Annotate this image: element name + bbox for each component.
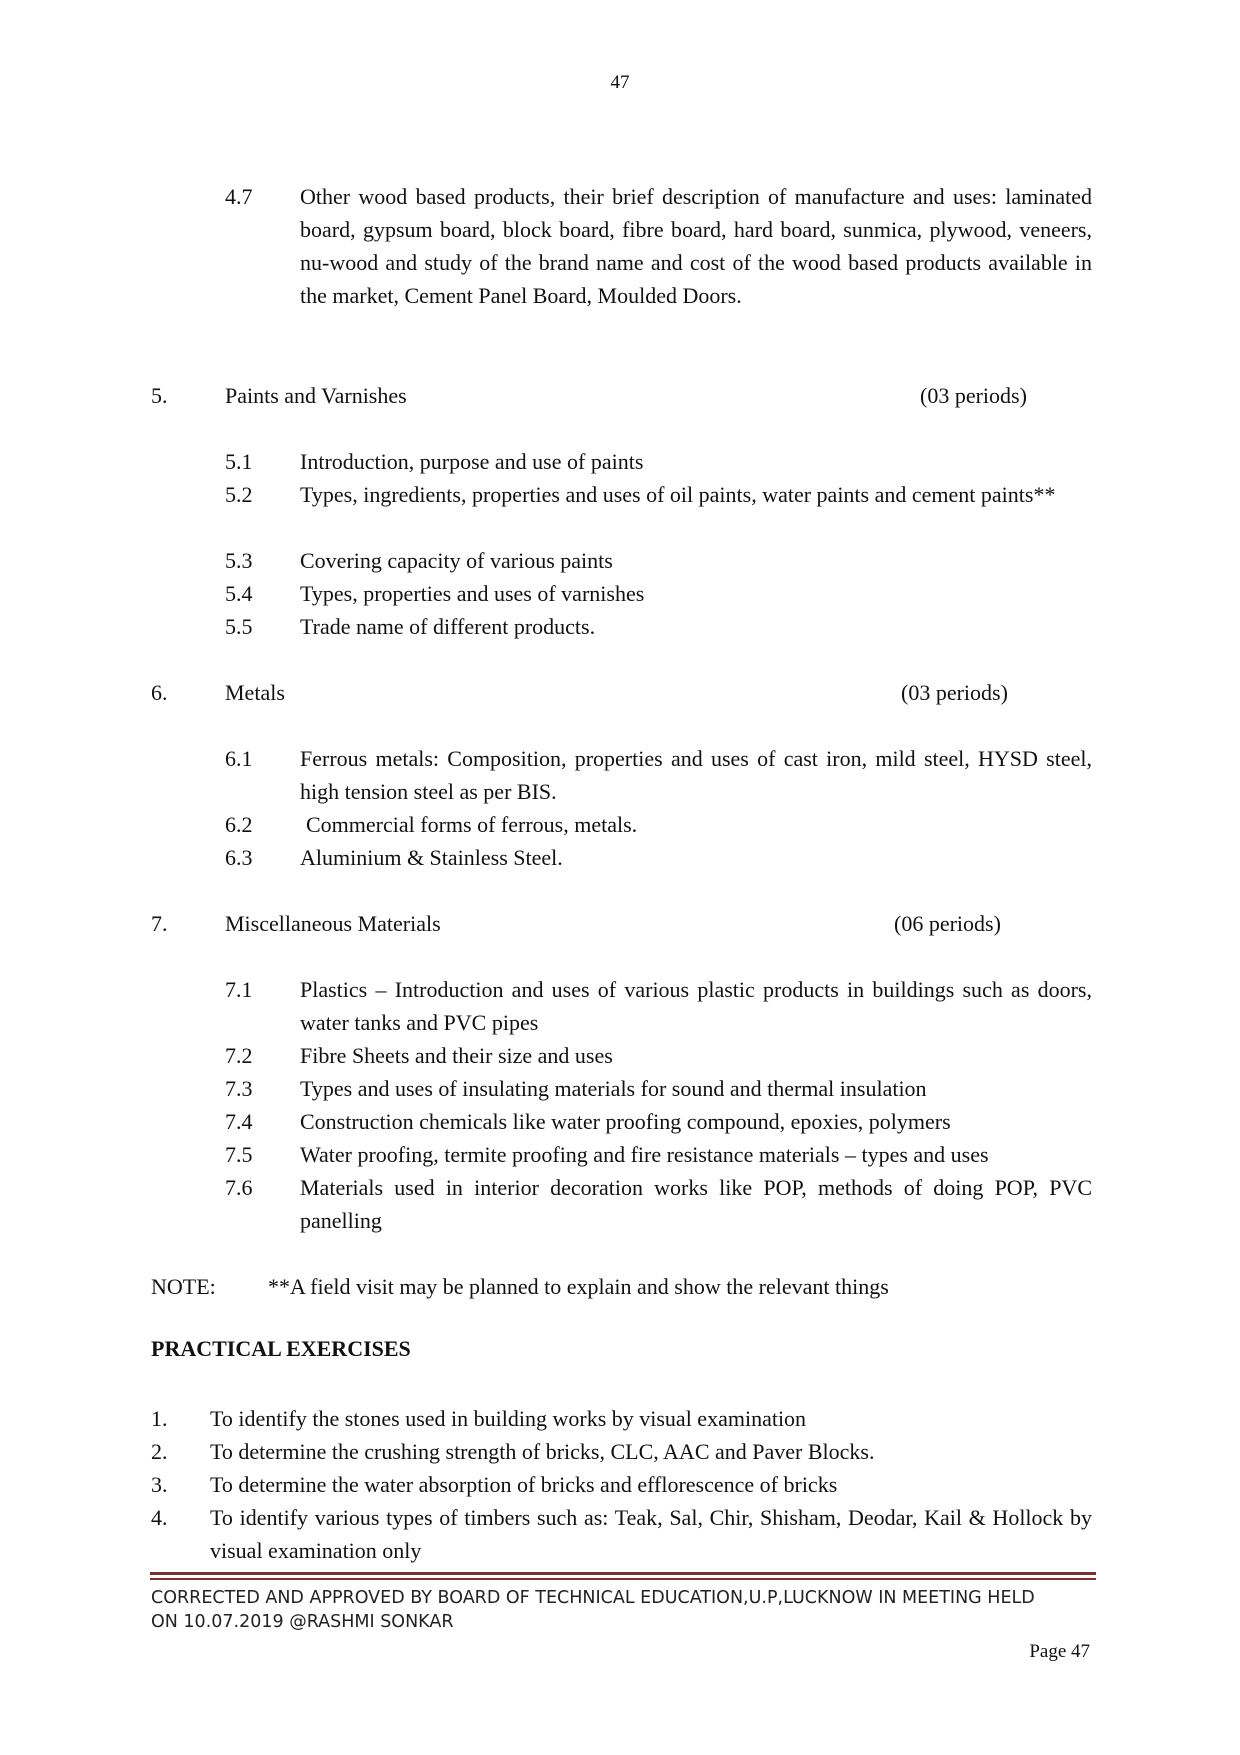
item-text: Materials used in interior decoration works like POP, methods of doing POP, PVC panelling xyxy=(300,1175,1092,1233)
item-number: 7.6 xyxy=(225,1175,253,1200)
footer-divider xyxy=(150,1578,1096,1580)
exercise-text: To identify the stones used in building works by visual examination xyxy=(210,1406,807,1431)
note-label: NOTE: xyxy=(151,1274,216,1299)
item-text: Types, ingredients, properties and uses of oil paints, water paints and cement paints** xyxy=(300,482,1056,507)
item-text: Aluminium & Stainless Steel. xyxy=(300,845,563,870)
item-number: 7.5 xyxy=(225,1142,253,1167)
footer-line-2: ON 10.07.2019 @RASHMI SONKAR xyxy=(151,1612,454,1632)
item-text: Water proofing, termite proofing and fire resistance materials – types and uses xyxy=(300,1142,989,1167)
item-text: Types and uses of insulating materials for sound and thermal insulation xyxy=(300,1076,927,1101)
item-text: Commercial forms of ferrous, metals. xyxy=(306,812,638,837)
item-number: 5.2 xyxy=(225,482,253,507)
section-6-number: 6. xyxy=(151,680,168,705)
section-7-periods: (06 periods) xyxy=(894,911,1001,936)
exercise-text: To determine the water absorption of bricks and efflorescence of bricks xyxy=(210,1472,838,1497)
page-number-top: 47 xyxy=(610,72,630,93)
item-number: 7.3 xyxy=(225,1076,253,1101)
section-5-number: 5. xyxy=(151,383,168,408)
item-4-7-text: Other wood based products, their brief description of manufacture and uses: laminated board, gypsum board, block board, fibre board, hard board, sunmica, plywood, veneers, nu-wood and study of the brand name and cost of the wood based products available in the market, Cement Panel Board, Moulded Doors. xyxy=(300,184,1092,308)
exercise-number: 1. xyxy=(151,1406,168,1431)
item-number: 5.5 xyxy=(225,614,253,639)
section-5-title: Paints and Varnishes xyxy=(225,383,407,408)
item-4-7-number: 4.7 xyxy=(225,184,253,209)
item-number: 5.3 xyxy=(225,548,253,573)
item-number: 6.2 xyxy=(225,812,253,837)
exercise-text: To identify various types of timbers such as: Teak, Sal, Chir, Shisham, Deodar, Kail & Hollock by visual examination only xyxy=(210,1505,1092,1563)
item-text: Covering capacity of various paints xyxy=(300,548,613,573)
item-text: Fibre Sheets and their size and uses xyxy=(300,1043,613,1068)
section-7-title: Miscellaneous Materials xyxy=(225,911,441,936)
item-number: 5.1 xyxy=(225,449,253,474)
item-text: Construction chemicals like water proofing compound, epoxies, polymers xyxy=(300,1109,951,1134)
footer-divider xyxy=(150,1572,1096,1575)
item-text: Types, properties and uses of varnishes xyxy=(300,581,645,606)
section-7-number: 7. xyxy=(151,911,168,936)
footer-line-1: CORRECTED AND APPROVED BY BOARD OF TECHNICAL EDUCATION,U.P,LUCKNOW IN MEETING HELD xyxy=(151,1588,1035,1608)
item-number: 6.3 xyxy=(225,845,253,870)
item-number: 7.1 xyxy=(225,977,253,1002)
exercise-number: 4. xyxy=(151,1505,168,1530)
item-text: Introduction, purpose and use of paints xyxy=(300,449,644,474)
item-number: 5.4 xyxy=(225,581,253,606)
footer-note xyxy=(151,1586,1091,1634)
note-text: **A field visit may be planned to explain and show the relevant things xyxy=(268,1274,889,1299)
section-6-periods: (03 periods) xyxy=(901,680,1008,705)
exercise-text: To determine the crushing strength of bricks, CLC, AAC and Paver Blocks. xyxy=(210,1439,875,1464)
practical-exercises-heading: PRACTICAL EXERCISES xyxy=(151,1336,411,1361)
footer-page-number: Page 47 xyxy=(1029,1641,1090,1662)
item-text: Trade name of different products. xyxy=(300,614,596,639)
item-number: 6.1 xyxy=(225,746,253,771)
item-number: 7.4 xyxy=(225,1109,253,1134)
item-text: Plastics – Introduction and uses of various plastic products in buildings such as doors, water tanks and PVC pipes xyxy=(300,977,1092,1035)
item-number: 7.2 xyxy=(225,1043,253,1068)
exercise-number: 2. xyxy=(151,1439,168,1464)
section-6-title: Metals xyxy=(225,680,285,705)
section-5-periods: (03 periods) xyxy=(920,383,1027,408)
item-text: Ferrous metals: Composition, properties and uses of cast iron, mild steel, HYSD steel, high tension steel as per BIS. xyxy=(300,746,1092,804)
exercise-number: 3. xyxy=(151,1472,168,1497)
